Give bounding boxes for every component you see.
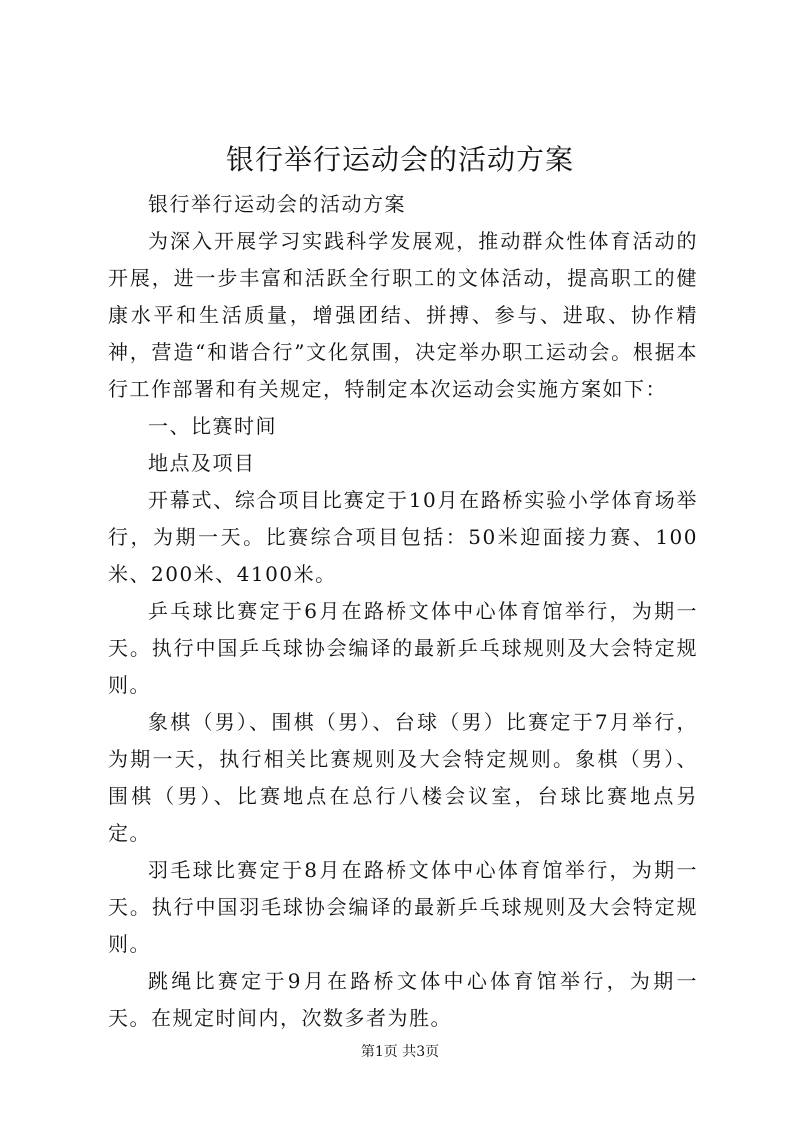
paragraph-table-tennis: 乒乓球比赛定于6月在路桥文体中心体育馆举行，为期一天。执行中国乒乓球协会编译的最新乒乓球规则及大会特定规则。: [108, 599, 698, 697]
paragraph-intro: 为深入开展学习实践科学发展观，推动群众性体育活动的开展，进一步丰富和活跃全行职工的文体活动，提高职工的健康水平和生活质量，增强团结、拼搏、参与、进取、协作精神，营造“和谐合行”文化氛围，决定举办职工运动会。根据本行工作部署和有关规定，特制定本次运动会实施方案如下：: [108, 229, 698, 401]
page-number: 第1页 共3页: [360, 1044, 440, 1060]
paragraph-chess-billiards: 象棋（男）、围棋（男）、台球（男）比赛定于7月举行，为期一天，执行相关比赛规则及大会特定规则。象棋（男）、围棋（男）、比赛地点在总行八楼会议室，台球比赛地点另定。: [108, 710, 698, 845]
paragraph-subtitle: 银行举行运动会的活动方案: [148, 192, 406, 216]
document-title: 银行举行运动会的活动方案: [225, 143, 574, 176]
section-heading-time: 一、比赛时间: [148, 414, 277, 438]
paragraph-rope-skipping: 跳绳比赛定于9月在路桥文体中心体育馆举行，为期一天。在规定时间内，次数多者为胜。: [108, 969, 698, 1030]
paragraph-opening-ceremony: 开幕式、综合项目比赛定于10月在路桥实验小学体育场举行，为期一天。比赛综合项目包括：50米迎面接力赛、100米、200米、4100米。: [108, 488, 698, 586]
document-body: [108, 186, 698, 1037]
section-heading-location: 地点及项目: [148, 451, 256, 475]
paragraph-badminton: 羽毛球比赛定于8月在路桥文体中心体育馆举行，为期一天。执行中国羽毛球协会编译的最新乒乓球规则及大会特定规则。: [108, 858, 698, 956]
